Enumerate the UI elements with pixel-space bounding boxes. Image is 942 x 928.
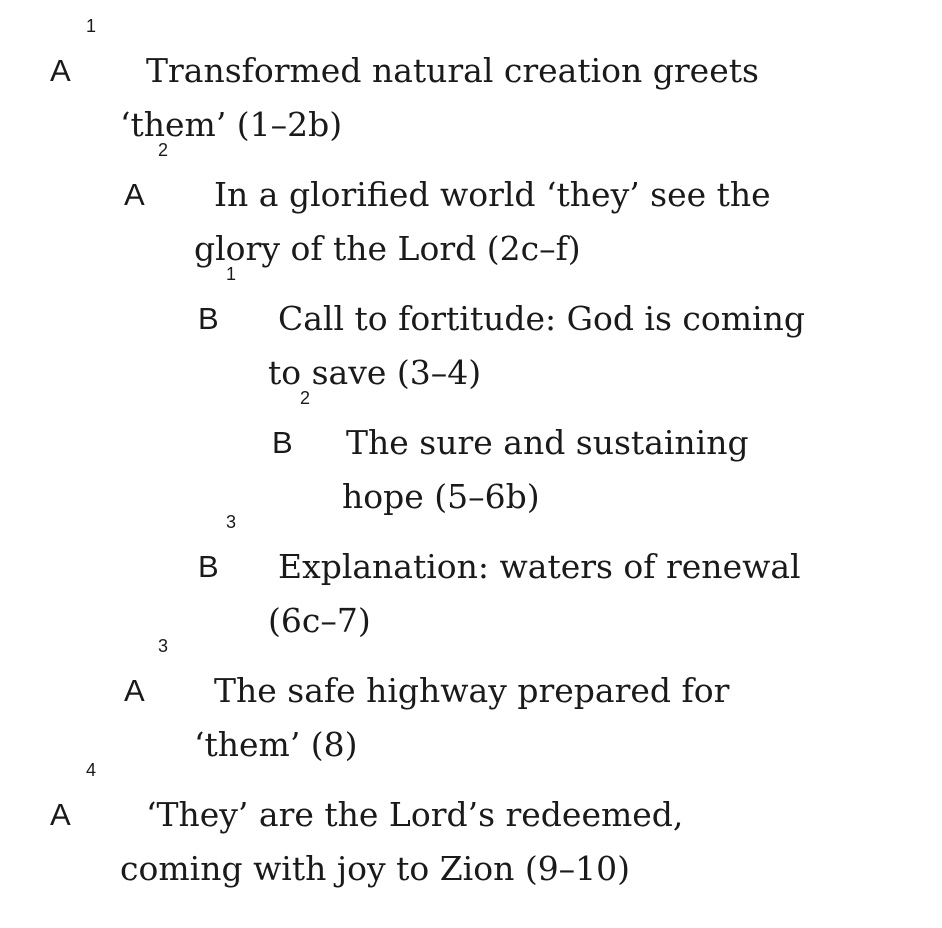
- entry-text-line-1: In a glorified world ‘they’ see the: [214, 175, 771, 214]
- entry-text-line-1: Transformed natural creation greets: [146, 51, 759, 90]
- entry-text-line-2: ‘them’ (8): [194, 725, 358, 764]
- entry-text-line-1: Call to fortitude: God is coming: [278, 299, 805, 338]
- entry-superscript: 3: [226, 512, 237, 532]
- entry-text-line-2: hope (5–6b): [342, 477, 540, 516]
- entry-text-line-2: (6c–7): [268, 601, 371, 640]
- entry-label: A: [124, 673, 145, 708]
- entry-text-line-1: The safe highway prepared for: [214, 671, 730, 710]
- entry-superscript: 2: [158, 140, 169, 160]
- entry-superscript: 1: [86, 16, 97, 36]
- entry-text-line-2: to save (3–4): [268, 353, 482, 392]
- entry-superscript: 1: [226, 264, 237, 284]
- entry-label: A: [50, 797, 71, 832]
- entry-superscript: 3: [158, 636, 169, 656]
- entry-label: A: [124, 177, 145, 212]
- entry-superscript: 4: [86, 760, 97, 780]
- entry-label: B: [272, 425, 293, 460]
- entry-text-line-1: ‘They’ are the Lord’s redeemed,: [146, 795, 684, 834]
- entry-label: B: [198, 549, 219, 584]
- entry-text-line-1: The sure and sustaining: [346, 423, 749, 462]
- entry-label: B: [198, 301, 219, 336]
- entry-label: A: [50, 53, 71, 88]
- entry-text-line-2: glory of the Lord (2c–f): [194, 229, 581, 268]
- entry-text-line-1: Explanation: waters of renewal: [278, 547, 801, 586]
- entry-superscript: 2: [300, 388, 311, 408]
- entry-text-line-2: coming with joy to Zion (9–10): [120, 849, 631, 888]
- entry-text-line-2: ‘them’ (1–2b): [120, 105, 343, 144]
